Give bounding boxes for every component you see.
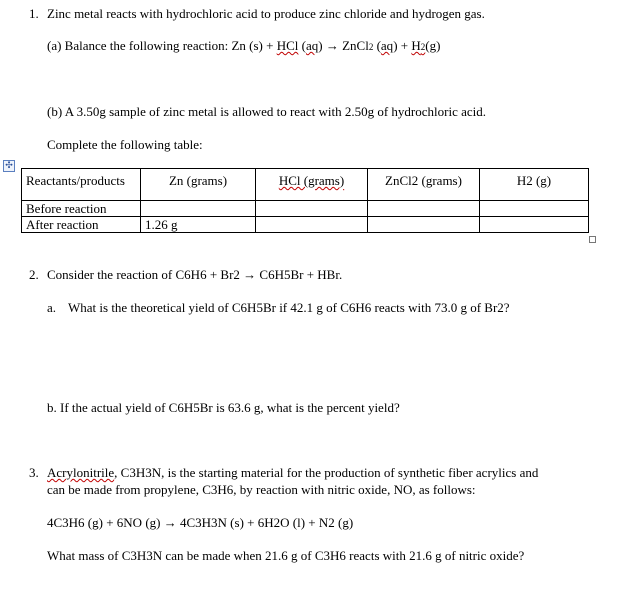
table-cell[interactable] [368,217,480,233]
q3-line1: Acrylonitrile, C3H3N, is the starting material for the production of synthetic fiber acrylics and [47,465,539,480]
hcl-term: HCl [276,38,299,53]
q3-question: What mass of C3H3N can be made when 21.6 g of C3H6 reacts with 21.6 g of nitric oxide? [47,548,525,563]
q1-number: 1. [29,6,39,21]
q2a-label: a. [47,300,57,315]
row-label: Before reaction [22,201,141,217]
q1b-text: (b) A 3.50g sample of zinc metal is allowed to react with 2.50g of hydrochloric acid. [47,104,486,119]
q2-number: 2. [29,267,39,282]
q2b-text: b. If the actual yield of C6H5Br is 63.6 g, what is the percent yield? [47,400,400,415]
table-row [22,217,589,233]
q1a-label: (a) Balance the following reaction: [47,38,229,53]
q1a-line: (a) Balance the following reaction: Zn (s) + HCl (aq) → ZnCl2 (aq) + H2(g) [47,38,441,53]
table-cell[interactable] [141,201,256,217]
table-cell[interactable]: 1.26 g [141,217,256,233]
acrylonitrile-term: Acrylonitrile [47,465,115,480]
q3-equation: 4C3H6 (g) + 6NO (g) → 4C3H3N (s) + 6H2O (l) + N2 (g) [47,515,354,530]
reaction-table [21,168,589,233]
q3-number: 3. [29,465,39,480]
table-resize-handle[interactable] [589,236,596,243]
row-label: After reaction [22,217,141,233]
table-cell[interactable] [256,201,368,217]
header-hcl: HCl (grams) [256,169,368,201]
table-row [22,201,589,217]
table-cell[interactable] [480,201,589,217]
table-header-row [22,169,589,201]
q3-line2: can be made from propylene, C3H6, by reaction with nitric oxide, NO, as follows: [47,482,476,497]
q2a-text: What is the theoretical yield of C6H5Br if 42.1 g of C6H6 reacts with 73.0 g of Br2? [68,300,510,315]
table-move-handle-icon[interactable]: ✣ [3,160,15,172]
q1-stem: Zinc metal reacts with hydrochloric acid to produce zinc chloride and hydrogen gas. [47,6,485,21]
header-zncl2: ZnCl2 (grams) [368,169,480,201]
table-cell[interactable] [368,201,480,217]
header-h2: H2 (g) [480,169,589,201]
header-reactants: Reactants/products [22,169,141,201]
header-zn: Zn (grams) [141,169,256,201]
table-cell[interactable] [480,217,589,233]
table-cell[interactable] [256,217,368,233]
q1b-instruction: Complete the following table: [47,137,203,152]
q2-stem: Consider the reaction of C6H6 + Br2 → C6H5Br + HBr. [47,267,343,282]
